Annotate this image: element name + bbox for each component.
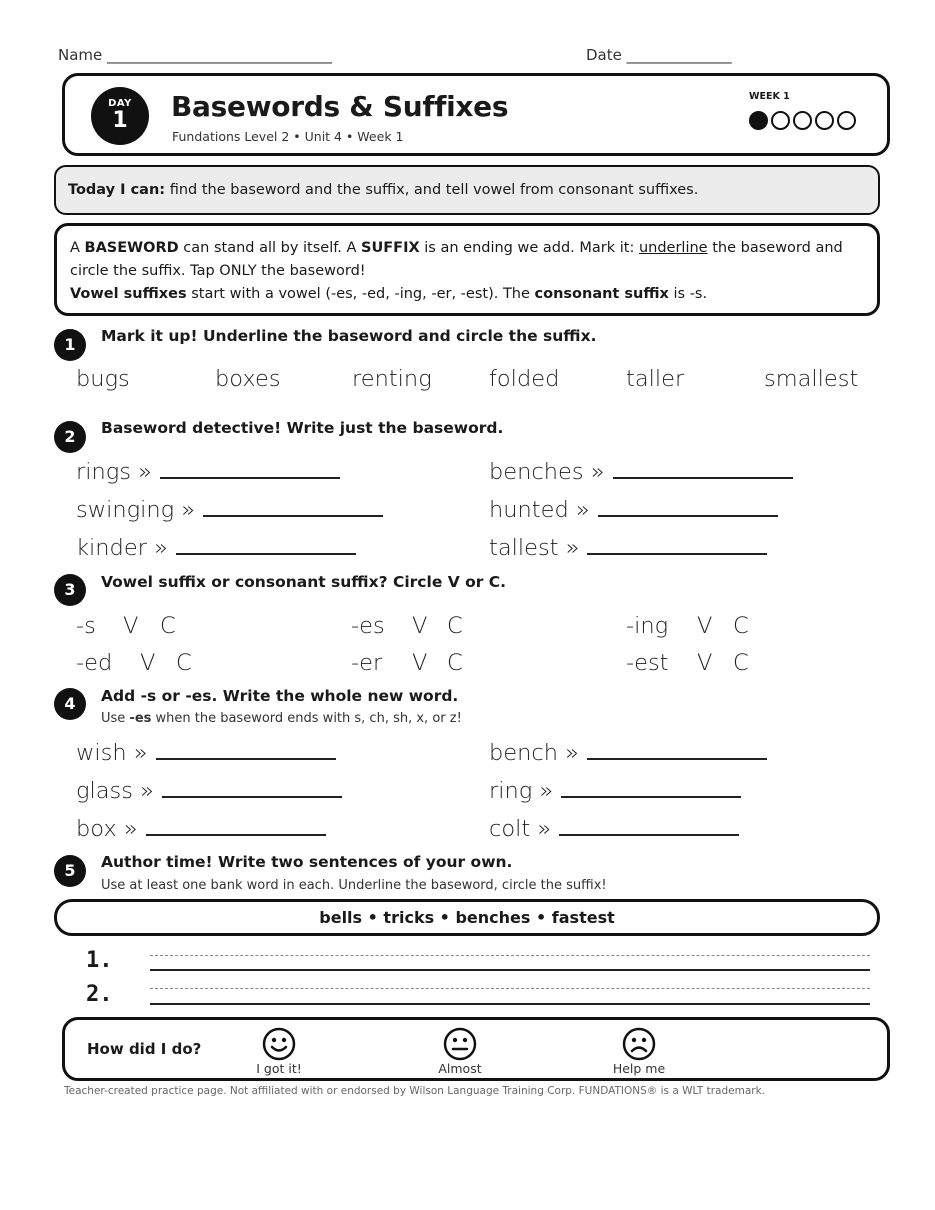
add-suffix-item (76, 778, 342, 804)
baseword-item (489, 497, 778, 523)
choice-v[interactable]: V (412, 650, 428, 676)
suffix-item: -est (626, 650, 669, 676)
question-5-prompt: Author time! Write two sentences of your own. (101, 853, 513, 871)
choice-v[interactable]: V (140, 650, 156, 676)
question-1-prompt: Mark it up! Underline the baseword and circle the suffix. (101, 327, 597, 345)
choice-v[interactable]: V (412, 613, 428, 639)
answer-blank[interactable] (559, 818, 739, 836)
item-label: tallest » (489, 535, 580, 561)
word-item[interactable]: folded (489, 366, 560, 392)
frowning-face-icon[interactable] (622, 1027, 656, 1061)
item-label: hunted » (489, 497, 590, 523)
rule-paragraph (70, 237, 865, 283)
item-label: box » (76, 816, 138, 842)
writing-line-2[interactable] (150, 1003, 870, 1005)
day-label: DAY (108, 98, 132, 109)
choice-c[interactable]: C (176, 650, 192, 676)
rating-option-label: Almost (438, 1061, 482, 1076)
answer-blank[interactable] (162, 780, 342, 798)
header-box (62, 73, 890, 156)
week-dot (815, 111, 834, 130)
name-field[interactable]: Name ______________________________ (58, 46, 333, 64)
hint-term: -es (129, 711, 152, 726)
page-title: Basewords & Suffixes (171, 90, 509, 123)
add-suffix-item (489, 778, 741, 804)
suffix-item: -er (351, 650, 383, 676)
answer-blank[interactable] (598, 499, 778, 517)
baseword-item (76, 535, 356, 561)
question-3-prompt: Vowel suffix or consonant suffix? Circle V or C. (101, 573, 507, 591)
choice-c[interactable]: C (160, 613, 176, 639)
choice-c[interactable]: C (733, 613, 749, 639)
goal-box (54, 165, 880, 215)
term-vowel-suffixes: Vowel suffixes (70, 286, 187, 302)
week-dot (771, 111, 790, 130)
item-label: bench » (489, 740, 579, 766)
answer-blank[interactable] (561, 780, 741, 798)
add-suffix-item (76, 740, 336, 766)
rule-text: the baseword and circle the suffix. Tap ONLY the baseword! (70, 240, 843, 279)
rule-text: start with a vowel (-es, -ed, -ing, -er, -est). The (186, 286, 535, 302)
rule-text: is an ending we add. Mark it: (419, 240, 639, 256)
item-label: kinder » (76, 535, 168, 561)
question-4-hint (101, 711, 462, 726)
week-dot (837, 111, 856, 130)
item-label: glass » (76, 778, 154, 804)
week-progress (749, 111, 856, 130)
choice-c[interactable]: C (733, 650, 749, 676)
baseword-item (489, 459, 793, 485)
baseword-item (76, 459, 340, 485)
term-suffix: SUFFIX (361, 240, 420, 256)
item-label: ring » (489, 778, 554, 804)
suffix-item: -ed (76, 650, 113, 676)
goal-text: find the baseword and the suffix, and tell vowel from consonant suffixes. (165, 182, 699, 198)
add-suffix-item (489, 740, 767, 766)
writing-line-1[interactable] (150, 969, 870, 971)
rating-option-label: Help me (612, 1061, 666, 1076)
rule-box (54, 223, 880, 316)
term-consonant-suffix: consonant suffix (534, 286, 669, 302)
baseword-item (76, 497, 383, 523)
question-number-4: 4 (54, 688, 86, 720)
day-badge (91, 87, 149, 145)
question-4-prompt: Add -s or -es. Write the whole new word. (101, 687, 459, 705)
footer-disclaimer: Teacher-created practice page. Not affiliated with or endorsed by Wilson Language Training Corp. FUNDATIONS® is a WLT trademark. (64, 1085, 766, 1097)
page-subtitle: Fundations Level 2 • Unit 4 • Week 1 (172, 129, 404, 144)
question-number-1: 1 (54, 329, 86, 361)
word-item[interactable]: bugs (76, 366, 130, 392)
question-number-2: 2 (54, 421, 86, 453)
hint-text: Use (101, 711, 130, 726)
item-label: swinging » (76, 497, 196, 523)
guide-line (150, 988, 870, 989)
choice-v[interactable]: V (123, 613, 139, 639)
word-item[interactable]: renting (352, 366, 432, 392)
week-dot-filled (749, 111, 768, 130)
rule-text: A (70, 240, 85, 256)
answer-blank[interactable] (146, 818, 326, 836)
sentence-number-2: 2. (86, 982, 113, 1007)
word-item[interactable]: taller (626, 366, 685, 392)
add-suffix-item (489, 816, 739, 842)
rating-title: How did I do? (87, 1040, 202, 1058)
answer-blank[interactable] (160, 461, 340, 479)
choice-c[interactable]: C (447, 613, 463, 639)
choice-c[interactable]: C (447, 650, 463, 676)
suffix-item: -es (351, 613, 385, 639)
suffix-item: -ing (626, 613, 669, 639)
word-item[interactable]: boxes (215, 366, 281, 392)
item-label: benches » (489, 459, 605, 485)
word-item[interactable]: smallest (764, 366, 859, 392)
rule-text: can stand all by itself. A (178, 240, 362, 256)
answer-blank[interactable] (587, 537, 767, 555)
question-2-prompt: Baseword detective! Write just the baseword. (101, 419, 504, 437)
rule-paragraph (70, 283, 865, 306)
rating-option-label: I got it! (256, 1061, 302, 1076)
week-label: WEEK 1 (749, 91, 790, 102)
day-number: 1 (112, 108, 128, 133)
week-dot (793, 111, 812, 130)
item-label: wish » (76, 740, 148, 766)
question-number-5: 5 (54, 855, 86, 887)
answer-blank[interactable] (176, 537, 356, 555)
rule-text: is -s. (668, 286, 708, 302)
suffix-item: -s (76, 613, 96, 639)
term-baseword: BASEWORD (84, 240, 179, 256)
choice-v[interactable]: V (697, 613, 713, 639)
goal-lead: Today I can: (68, 182, 166, 198)
answer-blank[interactable] (613, 461, 793, 479)
sentence-number-1: 1. (86, 948, 113, 973)
date-field[interactable]: Date ______________ (586, 46, 732, 64)
choice-v[interactable]: V (697, 650, 713, 676)
guide-line (150, 955, 870, 956)
term-underline: underline (638, 240, 708, 256)
hint-text: when the baseword ends with s, ch, sh, x, or z! (151, 711, 462, 726)
item-label: rings » (76, 459, 152, 485)
baseword-item (489, 535, 767, 561)
self-rating-box (62, 1017, 890, 1081)
question-number-3: 3 (54, 574, 86, 606)
add-suffix-item (76, 816, 326, 842)
item-label: colt » (489, 816, 552, 842)
answer-blank[interactable] (203, 499, 383, 517)
answer-blank[interactable] (587, 742, 767, 760)
word-bank: bells • tricks • benches • fastest (54, 899, 880, 936)
smiley-face-icon[interactable] (262, 1027, 296, 1061)
answer-blank[interactable] (156, 742, 336, 760)
neutral-face-icon[interactable] (443, 1027, 477, 1061)
question-5-hint: Use at least one bank word in each. Underline the baseword, circle the suffix! (101, 878, 607, 893)
